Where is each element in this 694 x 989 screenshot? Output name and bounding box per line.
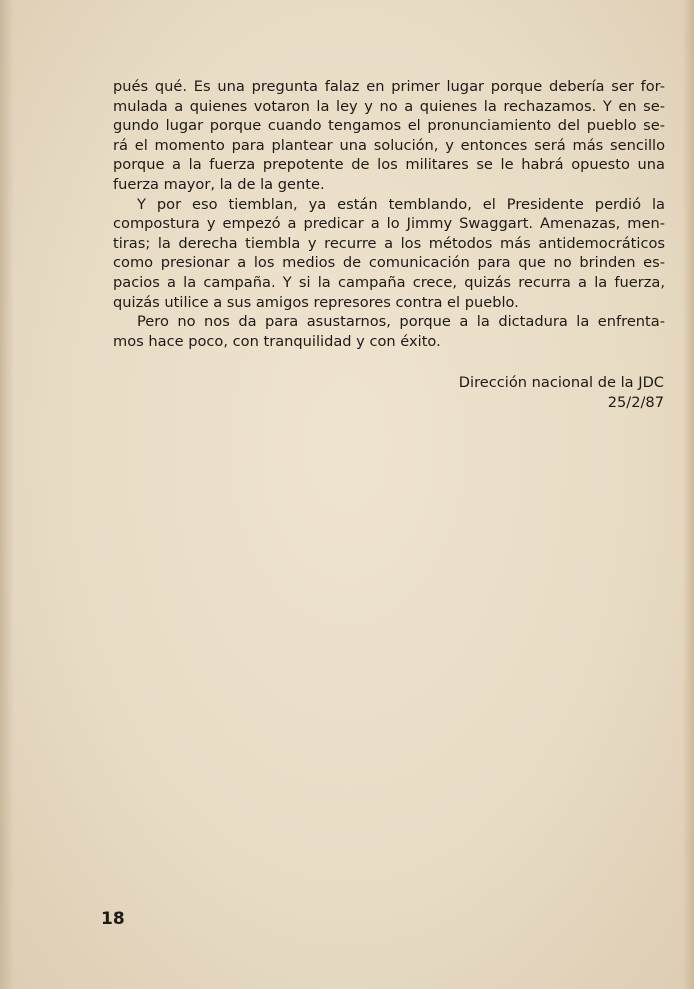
text-line: Y por eso tiemblan, ya están temblando, el Presidente perdió la (137, 195, 665, 213)
text-line: compostura y empezó a predicar a lo Jimmy Swaggart. Amenazas, men- (113, 215, 665, 233)
text-line: gundo lugar porque cuando tengamos el pronunciamiento del pueblo se- (113, 117, 665, 135)
page-edge-left (0, 0, 14, 989)
page-number: 18 (101, 909, 125, 929)
text-line: fuerza mayor, la de la gente. (113, 175, 325, 193)
paragraph-1 (113, 77, 665, 195)
signature-organization: Dirección nacional de la JDC (458, 374, 664, 391)
paragraph-3 (113, 312, 665, 351)
text-line: rá el momento para plantear una solución, y entonces será más sencillo (113, 136, 665, 154)
text-line: porque a la fuerza prepotente de los militares se le habrá opuesto una (113, 156, 665, 174)
text-line: tiras; la derecha tiembla y recurre a los métodos más antidemocráticos (113, 234, 665, 252)
text-line: quizás utilice a sus amigos represores contra el pueblo. (113, 293, 519, 311)
paragraph-2 (113, 195, 665, 313)
text-line: mos hace poco, con tranquilidad y con éxito. (113, 332, 441, 350)
signature-date: 25/2/87 (607, 394, 664, 411)
text-line: mulada a quienes votaron la ley y no a quienes la rechazamos. Y en se- (113, 97, 665, 115)
text-line: pacios a la campaña. Y si la campaña crece, quizás recurra a la fuerza, (113, 273, 665, 291)
text-line: como presionar a los medios de comunicación para que no brinden es- (113, 254, 665, 272)
body-text (113, 77, 665, 351)
text-line: Pero no nos da para asustarnos, porque a la dictadura la enfrenta- (137, 313, 665, 331)
page-edge-right (682, 0, 694, 989)
text-line: pués qué. Es una pregunta falaz en primer lugar porque debería ser for- (113, 78, 665, 95)
